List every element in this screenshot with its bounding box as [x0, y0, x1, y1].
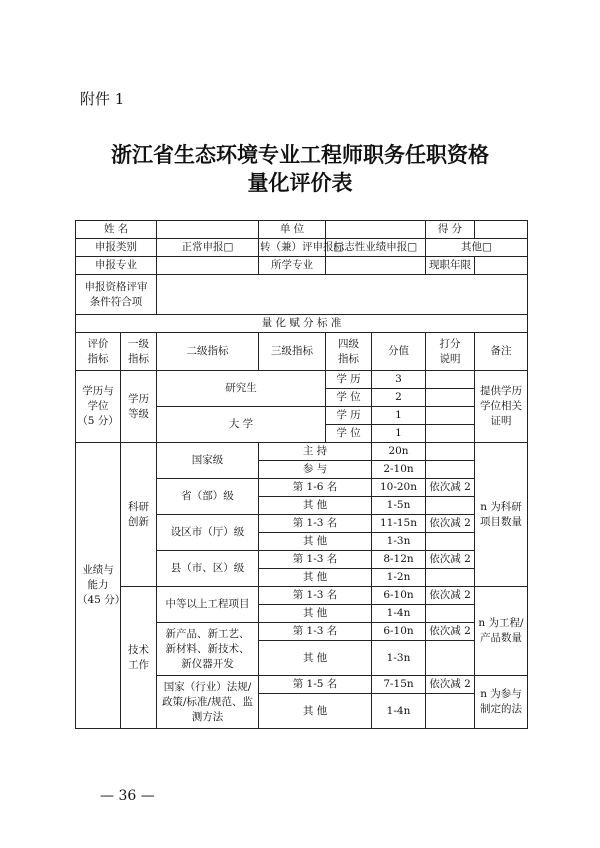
studied-label: 所学专业 — [259, 257, 326, 275]
county-label: 县（市、区）级 — [157, 551, 259, 587]
county-other-explain[interactable] — [426, 569, 475, 587]
newprod-label: 新产品、新工艺、 新材料、新技术、 新仪器开发 — [157, 623, 259, 676]
std-top-score: 7-15n — [372, 676, 426, 694]
national-host-label: 主 持 — [259, 443, 372, 461]
province-label: 省（部）级 — [157, 479, 259, 515]
national-part-score: 2-10n — [372, 461, 426, 479]
tech-label: 技术 工作 — [121, 587, 157, 729]
name-value[interactable] — [157, 221, 259, 239]
std-top-explain: 依次减 2 — [426, 676, 475, 694]
edu-level1: 学历 等级 — [121, 371, 157, 443]
national-part-explain[interactable] — [426, 461, 475, 479]
standards-label: 国家（行业）法规/ 政策/标准/规范、监 测方法 — [157, 676, 259, 729]
std-rank-label: 第 1-5 名 — [259, 676, 372, 694]
new-other-score: 1-3n — [372, 641, 426, 676]
grad-label: 研究生 — [157, 371, 326, 407]
ug-degree-score: 1 — [372, 425, 426, 443]
city-other-score: 1-3n — [372, 533, 426, 551]
county-top-explain: 依次减 2 — [426, 551, 475, 569]
landmark-option[interactable]: 标志性业绩申报□ — [326, 239, 426, 257]
city-top-score: 11-15n — [372, 515, 426, 533]
prov-top-explain: 依次减 2 — [426, 479, 475, 497]
perf-label: 业绩与 能力 （45 分） — [76, 443, 121, 729]
county-rank-label: 第 1-3 名 — [259, 551, 372, 569]
city-other-explain[interactable] — [426, 533, 475, 551]
major-value[interactable] — [157, 257, 259, 275]
header-note: 备注 — [475, 333, 528, 371]
mid-top-score: 6-10n — [372, 587, 426, 605]
city-rank-label: 第 1-3 名 — [259, 515, 372, 533]
header-score: 分值 — [372, 333, 426, 371]
evaluation-table — [75, 220, 528, 729]
national-part-label: 参 与 — [259, 461, 372, 479]
city-top-explain: 依次减 2 — [426, 515, 475, 533]
city-label: 设区市（厅）级 — [157, 515, 259, 551]
new-other-explain[interactable] — [426, 641, 475, 676]
prov-other-label: 其 他 — [259, 497, 372, 515]
grad-degree-label: 学 位 — [326, 389, 372, 407]
years-label: 现职年限 — [426, 257, 475, 275]
header-level3: 三级指标 — [259, 333, 326, 371]
county-other-score: 1-2n — [372, 569, 426, 587]
national-label: 国家级 — [157, 443, 259, 479]
qualify-label — [76, 275, 157, 315]
quant-header: 量 化 赋 分 标 准 — [76, 315, 528, 333]
mid-top-explain: 依次减 2 — [426, 587, 475, 605]
ug-degree-label: 学 位 — [326, 425, 372, 443]
grad-degree-score: 2 — [372, 389, 426, 407]
page-number: — 36 — — [100, 788, 155, 804]
county-other-label: 其 他 — [259, 569, 372, 587]
unit-value[interactable] — [326, 221, 426, 239]
header-level4: 四级 指标 — [326, 333, 372, 371]
mid-rank-label: 第 1-3 名 — [259, 587, 372, 605]
page-title: 浙江省生态环境专业工程师职务任职资格 — [111, 142, 489, 167]
grad-edu-explain[interactable] — [426, 371, 475, 389]
national-host-score: 20n — [372, 443, 426, 461]
mid-other-label: 其 他 — [259, 605, 372, 623]
city-other-label: 其 他 — [259, 533, 372, 551]
ug-degree-explain[interactable] — [426, 425, 475, 443]
other-option[interactable]: 其他□ — [426, 239, 528, 257]
score-value[interactable] — [475, 221, 528, 239]
new-rank-label: 第 1-3 名 — [259, 623, 372, 641]
category-label: 申报类别 — [76, 239, 157, 257]
mid-other-explain[interactable] — [426, 605, 475, 623]
studied-value[interactable] — [326, 257, 426, 275]
new-other-label: 其 他 — [259, 641, 372, 676]
score-label: 得 分 — [426, 221, 475, 239]
county-top-score: 8-12n — [372, 551, 426, 569]
transfer-option[interactable]: 转（兼）评申报□ — [259, 239, 326, 257]
prov-other-score: 1-5n — [372, 497, 426, 515]
years-value[interactable] — [475, 257, 528, 275]
header-level1: 一级 指标 — [121, 333, 157, 371]
header-explain: 打分 说明 — [426, 333, 475, 371]
mid-project-label: 中等以上工程项目 — [157, 587, 259, 623]
qualify-value[interactable] — [157, 275, 528, 315]
qualify-label-1: 申报资格评审 — [84, 280, 148, 293]
research-label: 科研 创新 — [121, 443, 157, 587]
ug-edu-label: 学 历 — [326, 407, 372, 425]
std-other-label: 其 他 — [259, 694, 372, 729]
major-label: 申报专业 — [76, 257, 157, 275]
research-note: n 为科研 项目数量 — [475, 443, 528, 587]
grad-edu-label: 学 历 — [326, 371, 372, 389]
attachment-label: 附件 1 — [80, 90, 125, 108]
ug-edu-score: 1 — [372, 407, 426, 425]
edu-label: 学历与 学位 （5 分） — [76, 371, 121, 443]
name-label: 姓 名 — [76, 221, 157, 239]
unit-label: 单 位 — [259, 221, 326, 239]
new-top-score: 6-10n — [372, 623, 426, 641]
std-other-score: 1-4n — [372, 694, 426, 729]
normal-option[interactable]: 正常申报□ — [157, 239, 259, 257]
qualify-label-2: 条件符合项 — [89, 295, 143, 308]
page-subtitle: 量化评价表 — [247, 170, 353, 195]
mid-other-score: 1-4n — [372, 605, 426, 623]
ug-edu-explain[interactable] — [426, 407, 475, 425]
grad-edu-score: 3 — [372, 371, 426, 389]
prov-other-explain[interactable] — [426, 497, 475, 515]
national-host-explain[interactable] — [426, 443, 475, 461]
header-level2: 二级指标 — [157, 333, 259, 371]
undergrad-label: 大 学 — [157, 407, 326, 443]
std-note: n 为参与 制定的法 — [475, 676, 528, 729]
prov-top-score: 10-20n — [372, 479, 426, 497]
edu-note: 提供学历 学位相关 证明 — [475, 371, 528, 443]
new-top-explain: 依次减 2 — [426, 623, 475, 641]
prov-rank-label: 第 1-6 名 — [259, 479, 372, 497]
tech-note: n 为工程/ 产品数量 — [475, 587, 528, 676]
std-other-explain[interactable] — [426, 694, 475, 729]
grad-degree-explain[interactable] — [426, 389, 475, 407]
header-eval-indicator: 评价 指标 — [76, 333, 121, 371]
